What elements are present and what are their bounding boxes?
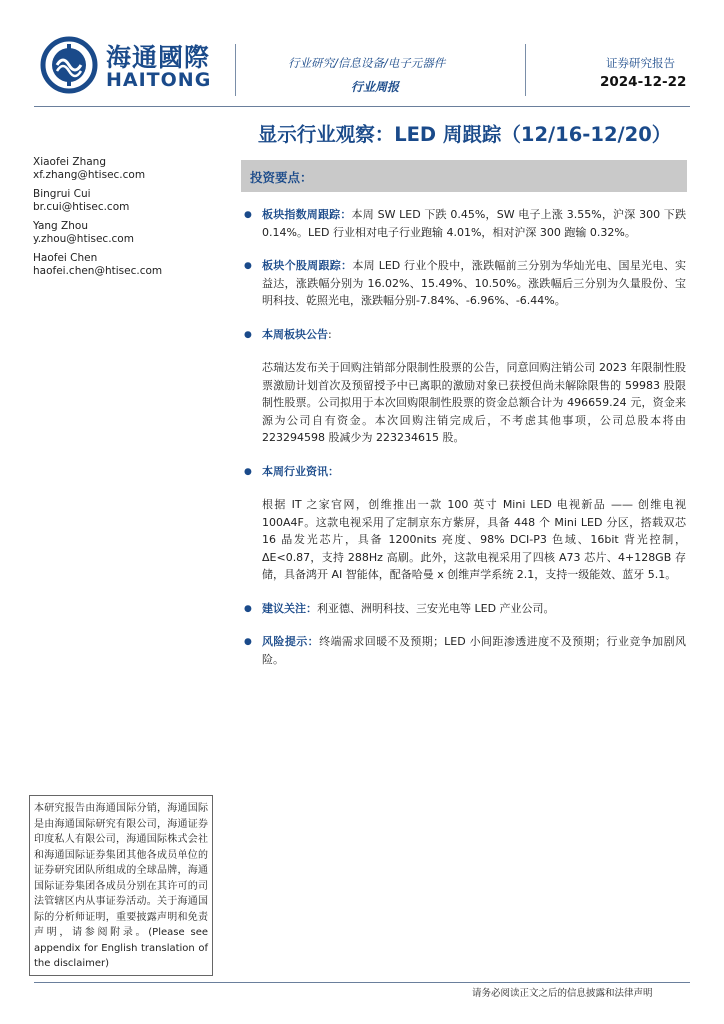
key-point-announcements xyxy=(240,326,686,344)
analyst-name: Yang Zhou xyxy=(33,220,88,232)
analyst xyxy=(33,220,223,246)
bullet-icon: ● xyxy=(244,637,252,647)
section-text: 本周 LED 行业个股中，涨跌幅前三分别为华灿光电、国星光电、实益达，涨跌幅分别为 16.02%、15.49%、10.50%。涨跌幅后三分别为久量股份、宝明科技、乾照光电，涨跌幅分别-7.84%、-6.96%、-6.44%。 xyxy=(262,259,686,307)
section-label: 建议关注： xyxy=(262,601,317,615)
analyst-email[interactable]: xf.zhang@htisec.com xyxy=(33,169,146,181)
section-label: 板块个股周跟踪： xyxy=(262,259,353,272)
analyst-name: Haofei Chen xyxy=(33,252,98,264)
analyst-name: Xiaofei Zhang xyxy=(33,156,106,168)
section-text: 本周 SW LED 下跌 0.45%，SW 电子上涨 3.55%，沪深 300 下跌 0.14%。LED 行业相对电子行业跑输 4.01%，相对沪深 300 跑输 0.32%。 xyxy=(262,208,686,239)
key-points-title: 投资要点： xyxy=(250,170,313,185)
bullet-icon: ● xyxy=(244,603,252,614)
bullet-icon: ● xyxy=(244,466,252,477)
key-point-suggestion xyxy=(240,600,686,618)
analyst xyxy=(33,252,223,278)
report-date: 2024-12-22 xyxy=(600,74,687,90)
footer-rule xyxy=(34,982,690,983)
analyst xyxy=(33,156,223,182)
section-text: 利亚德、洲明科技、三安光电等 LED 产业公司。 xyxy=(317,601,555,615)
bullet-icon: ● xyxy=(244,329,252,340)
footer-note: 请务必阅读正文之后的信息披露和法律声明 xyxy=(472,988,653,999)
logo-name-en: HAITONG xyxy=(106,69,212,91)
key-point-risk xyxy=(240,633,686,668)
bullet-icon: ● xyxy=(244,210,252,220)
haitong-logo-icon xyxy=(40,36,98,94)
key-points-body xyxy=(240,206,686,684)
header-divider xyxy=(235,44,236,96)
analyst xyxy=(33,188,223,214)
haitong-logo xyxy=(40,36,220,94)
section-label: 本周板块公告 xyxy=(262,327,328,341)
logo-name-cn: 海通國際 xyxy=(106,43,211,72)
section-label: 板块指数周跟踪： xyxy=(262,208,352,221)
disclaimer-box: 本研究报告由海通国际分销，海通国际是由海通国际研究有限公司，海通证券印度私人有限公司，海通国际株式会社和海通国际证券集团其他各成员单位的证券研究团队所组成的全球品牌，海通国际证券集团各成员分别在其许可的司法管辖区内从事证券活动。关于海通国际的分析师证明，重要披露声明和免责声明，请参阅附录。(Please see appendix for English translation of the disclaimer) xyxy=(29,795,213,976)
news-paragraph: 根据 IT 之家官网，创维推出一款 100 英寸 Mini LED 电视新品 —— 创维电视 100A4F。这款电视采用了定制京东方紫屏，具备 448 个 Mini LED 分区，搭载双芯 16 晶发光芯片，具备 1200nits 亮度、98% DCI-P3 色域、16bit 背光控制，ΔE<0.87，支持 288Hz 高刷。此外，这款电视采用了四核 A73 芯片、4+128GB 存储，具备鸿开 AI 智能体，配备哈曼 x 创维声学系统 2.1，支持一级能效、蓝牙 5.1。 xyxy=(262,498,686,581)
header-divider xyxy=(525,44,526,96)
page-title: 显示行业观察：LED 周跟踪（12/16-12/20） xyxy=(257,123,672,146)
report-kind: 行业周报 xyxy=(351,80,400,94)
bullet-icon: ● xyxy=(244,261,252,271)
analyst-list xyxy=(33,156,223,284)
analyst-email[interactable]: br.cui@htisec.com xyxy=(33,201,130,213)
report-categories: 行业研究/信息设备/电子元器件 xyxy=(288,56,446,70)
report-type: 证券研究报告 xyxy=(606,56,675,70)
announcement-paragraph: 芯瑞达发布关于回购注销部分限制性股票的公告，同意回购注销公司 2023 年限制性股票激励计划首次及预留授予中已离职的激励对象已获授但尚未解除限售的 59983 股限制性股票。公司拟用于本次回购限制性股票的资金总额合计为 496659.24 元，资金来源为公司自有资金。本次回购注销完成后，不考虑其他事项，公司总股本将由 223294598 股减少为 223234615 股。 xyxy=(262,361,686,444)
analyst-email[interactable]: y.zhou@htisec.com xyxy=(33,233,134,245)
key-point-index xyxy=(240,206,686,241)
key-point-news xyxy=(240,463,686,481)
analyst-email[interactable]: haofei.chen@htisec.com xyxy=(33,265,163,277)
header-rule xyxy=(34,106,690,107)
key-point-stocks xyxy=(240,257,686,310)
section-label: 本周行业资讯： xyxy=(262,464,339,478)
analyst-name: Bingrui Cui xyxy=(33,188,91,200)
key-points-header xyxy=(241,160,687,192)
section-label: 风险提示： xyxy=(262,635,320,648)
section-text: 终端需求回暖不及预期；LED 小间距渗透进度不及预期；行业竞争加剧风险。 xyxy=(262,635,687,666)
section-text: : xyxy=(328,327,332,341)
